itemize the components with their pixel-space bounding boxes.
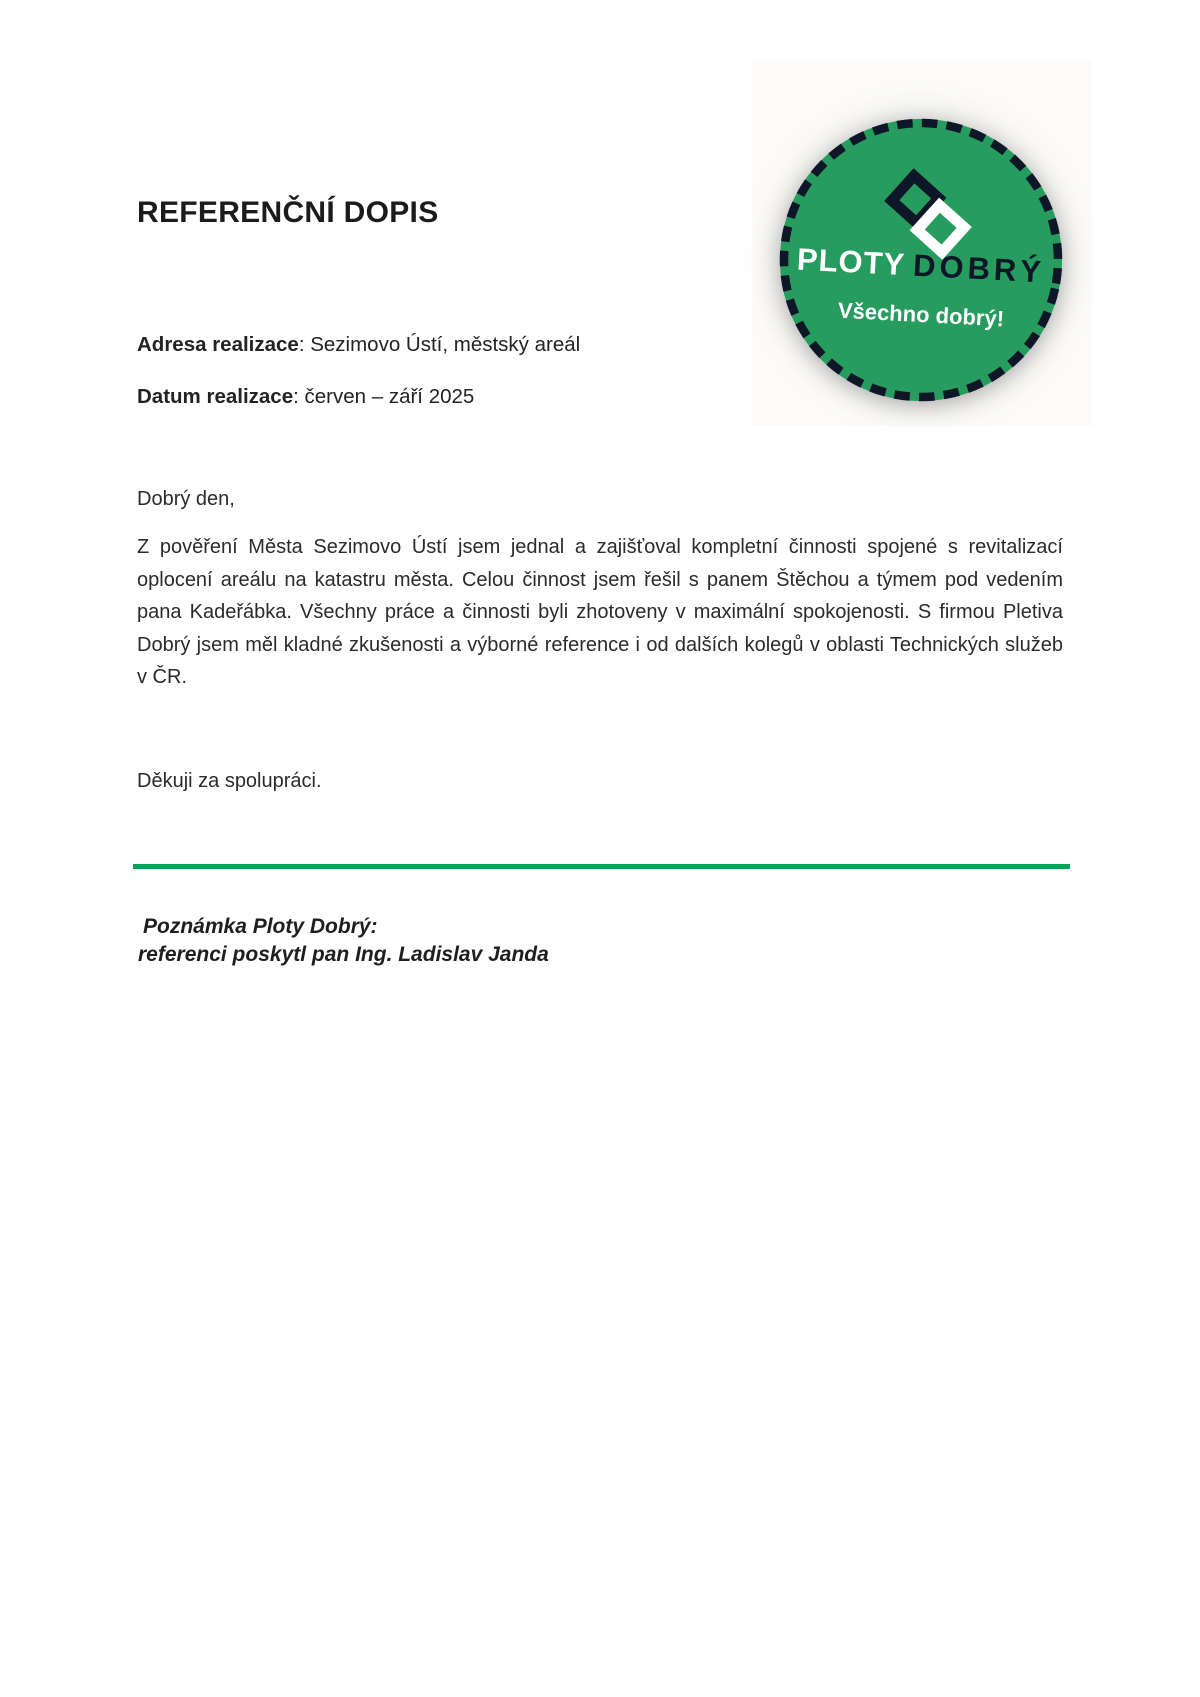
date-value: : červen – září 2025 (293, 385, 475, 408)
address-value: : Sezimovo Ústí, městský areál (298, 333, 581, 356)
company-badge (777, 116, 1065, 404)
body-paragraph: Z pověření Města Sezimovo Ústí jsem jednal a zajišťoval kompletní činnosti spojené s revitalizací oplocení areálu na katastru města. Celou činnost jsem řešil s panem Štěchou a týmem pod vedením pana Kadeřábka. Všechny práce a činnosti byli zhotoveny v maximální spokojenosti. S firmou Pletiva Dobrý jsem měl kladné zkušenosti a výborné reference i od dalších kolegů v oblasti Technických služeb v ČR. (137, 536, 1063, 688)
address-label: Adresa realizace (137, 333, 299, 356)
greeting-text: Dobrý den, (137, 488, 235, 510)
date-line (137, 384, 474, 411)
brand-word-dobry: DOBRÝ (912, 247, 1046, 290)
brand-word-ploty: PLOTY (796, 241, 907, 283)
note-author: referenci poskytl pan Ing. Ladislav Janda (138, 942, 549, 966)
closing-text: Děkuji za spolupráci. (137, 770, 322, 792)
address-line (137, 332, 580, 359)
note-heading: Poznámka Ploty Dobrý: (143, 915, 378, 938)
section-divider (133, 864, 1070, 869)
badge-tagline: Všechno dobrý! (837, 297, 1005, 332)
date-label: Datum realizace (137, 385, 294, 408)
letter-title: REFERENČNÍ DOPIS (137, 196, 439, 229)
footer-note (138, 913, 549, 968)
